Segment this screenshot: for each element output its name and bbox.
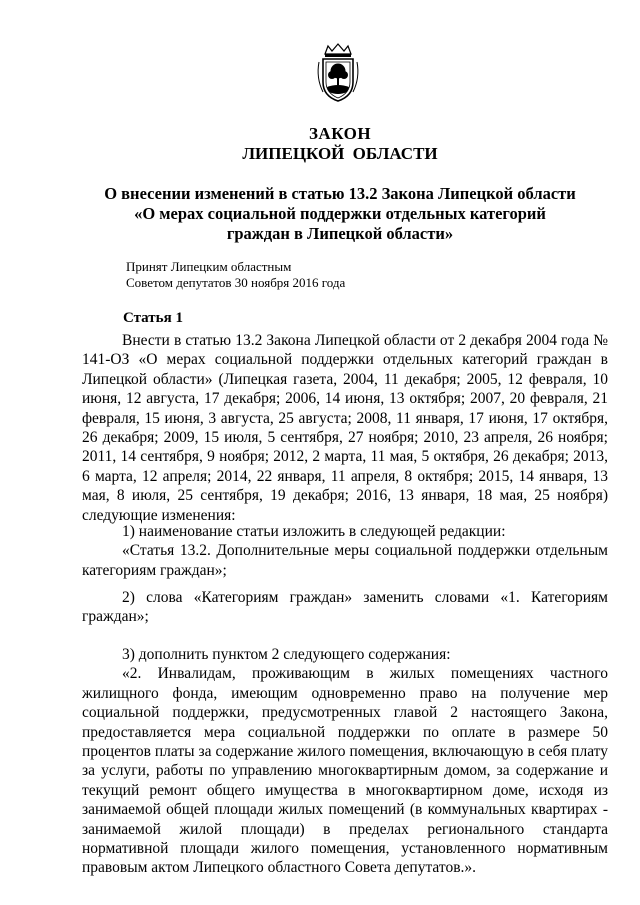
law-subtitle [70,184,610,244]
amendment-item-2 [82,588,608,627]
paragraph-quote: «Статья 13.2. Дополнительные меры социальной поддержки отдельным категориям граждан»; [82,542,608,579]
document-type-title: ЗАКОН [308,124,372,143]
paragraph: 1) наименование статьи изложить в следующей редакции: [122,523,506,540]
subtitle-line: О внесении изменений в статью 13.2 Закона Липецкой области [104,184,576,203]
paragraph-quote: «2. Инвалидам, проживающим в жилых помещениях частного жилищного фонда, имеющим одновременно право на получение мер социальной поддержки, предусмотренных главой 2 настоящего Закона, предоставляется мера социальной поддержки по оплате в размере 50 процентов платы за содержание жилого помещения, включающую в себя плату за услуги, работы по управлению многоквартирным домом, за содержание и текущий ремонт общего имущества в многоквартирном доме, исходя из занимаемой общей площади жилых помещений (в коммунальных квартирах - занимаемой жилой площади) в пределах регионального стандарта нормативной площади жилого помещения, установленного нормативным правовым актом Липецкого областного Совета депутатов.». [82,665,608,877]
article-heading: Статья 1 [123,310,183,326]
coat-of-arms-icon [313,42,363,104]
paragraph: 3) дополнить пунктом 2 следующего содержания: [122,646,451,663]
paragraph: Внести в статью 13.2 Закона Липецкой области от 2 декабря 2004 года № 141-ОЗ «О мерах социальной поддержки отдельных категорий граждан в Липецкой области» (Липецкая газета, 2004, 11 декабря; 2005, 12 февраля, 10 июня, 12 августа, 17 декабря; 2006, 14 июня, 13 октября; 2007, 20 февраля, 21 февраля, 15 июня, 3 августа, 25 августа; 2008, 11 января, 17 июня, 17 октября, 26 декабря; 2009, 15 июля, 5 сентября, 27 ноября; 2010, 23 апреля, 26 ноября; 2011, 14 сентября, 9 ноября; 2012, 2 марта, 11 мая, 5 октября, 26 декабря; 2013, 6 марта, 12 апреля; 2014, 22 января, 11 апреля, 8 октября; 2015, 14 января, 13 мая, 8 июля, 25 сентября, 19 декабря; 2016, 13 января, 18 мая, 25 ноября) следующие изменения: [82,332,608,524]
adoption-line: Советом депутатов 30 ноября 2016 года [126,275,346,290]
amendment-item-3 [82,645,608,878]
subtitle-line: «О мерах социальной поддержки отдельных категорий [134,204,546,223]
adoption-note [126,259,345,291]
adoption-line: Принят Липецким областным [126,259,292,274]
amendment-item-1 [82,522,608,580]
paragraph: 2) слова «Категориям граждан» заменить словами «1. Категориям граждан»; [82,589,608,626]
region-title: ЛИПЕЦКОЙ ОБЛАСТИ [242,144,438,163]
article-intro [82,331,608,525]
subtitle-line: граждан в Липецкой области» [226,224,454,243]
